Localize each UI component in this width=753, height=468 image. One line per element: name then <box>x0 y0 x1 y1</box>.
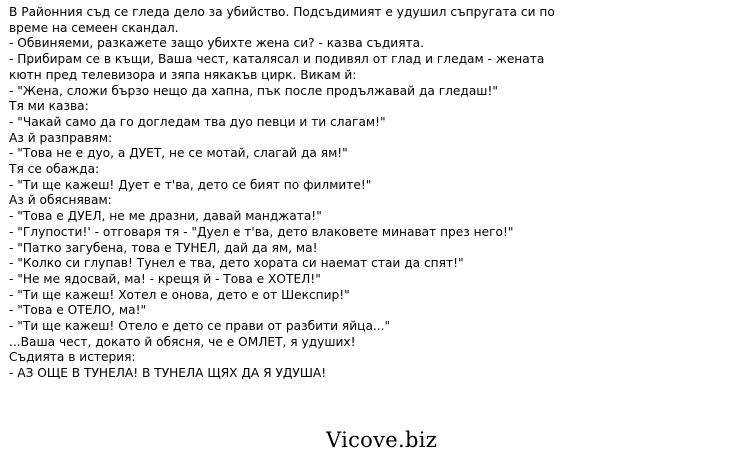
joke-text <box>9 5 749 382</box>
joke-line: - "Това е ОТЕЛО, ма!" <box>9 303 147 318</box>
joke-line: Аз й разправям: <box>9 130 113 145</box>
joke-line: кютн пред телевизора и зяпа някакъв цирк. Викам й: <box>9 67 357 82</box>
joke-line: - "Чакай само да го догледам тва дуо певци и ти слагам!" <box>9 114 386 129</box>
joke-line: - АЗ ОЩЕ В ТУНЕЛА! В ТУНЕЛА ЩЯХ ДА Я УДУША! <box>9 366 327 381</box>
joke-line: ...Ваша чест, докато й обясня, че е ОМЛЕТ, я удуших! <box>9 334 356 349</box>
joke-line: - "Ти ще кажеш! Дует е т'ва, дето се бият по филмите!" <box>9 177 372 192</box>
joke-line: - "Ти ще кажеш! Хотел е онова, дето е от Шекспир!" <box>9 287 350 302</box>
joke-line: - Прибирам се в къщи, Ваша чест, каталясал и подивял от глад и гледам - жената <box>9 52 545 67</box>
joke-line: Тя ми казва: <box>9 99 89 114</box>
joke-line: Съдията в истерия: <box>9 350 136 365</box>
joke-line: - "Това е ДУЕЛ, не ме дразни, давай манджата!" <box>9 209 322 224</box>
joke-line: В Районния съд се гледа дело за убийство. Подсъдимият е удушил съпругата си по <box>9 5 555 19</box>
joke-line: - "Това не е дуо, а ДУЕТ, не се мотай, слагай да ям!" <box>9 146 348 161</box>
joke-line: време на семеен скандал. <box>9 20 179 35</box>
joke-line: Аз й обяснявам: <box>9 193 112 208</box>
joke-line: - "Колко си глупав! Тунел е тва, дето хората си наемат стаи да спят!" <box>9 256 464 271</box>
joke-line: - "Жена, сложи бързо нещо да хапна, пък после продължавай да гледаш!" <box>9 83 498 98</box>
joke-line: - "Патко загубена, това е ТУНЕЛ, дай да ям, ма! <box>9 240 318 255</box>
joke-line: - "Не ме ядосвай, ма! - крещя й - Това е ХОТЕЛ!" <box>9 271 321 286</box>
joke-line: - "Ти ще кажеш! Отело е дето се прави от разбити яйца..." <box>9 319 391 334</box>
joke-line: - Обвиняеми, разкажете защо убихте жена си? - казва съдията. <box>9 36 424 51</box>
joke-line: - "Глупости!' - отговаря тя - "Дуел е т'ва, дето влаковете минават през него!" <box>9 224 514 239</box>
site-watermark: Vicove.biz <box>326 428 438 452</box>
joke-line: Тя се обажда: <box>9 162 100 177</box>
